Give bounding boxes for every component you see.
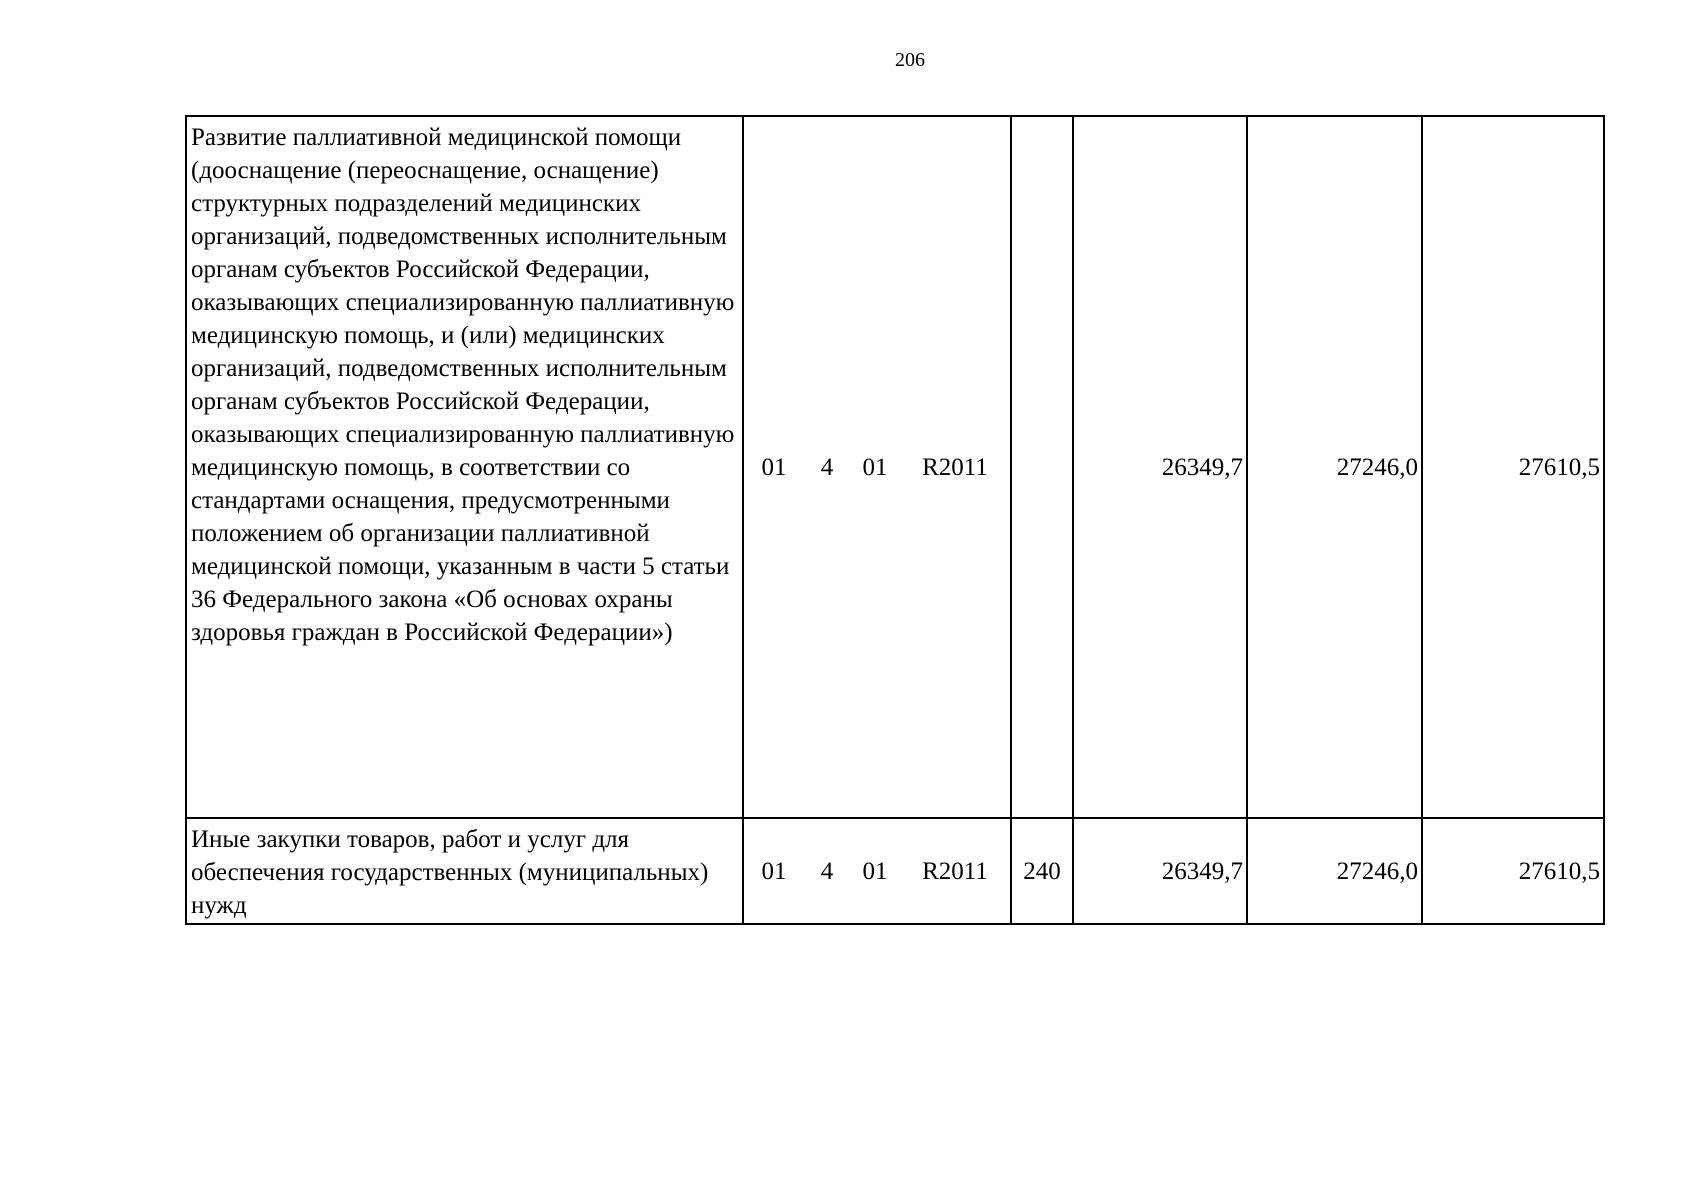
code-main-event: 01	[862, 453, 888, 481]
table-row	[186, 116, 1604, 818]
code-program: 01	[761, 857, 787, 885]
sum-year-2: 27246,0	[1247, 116, 1422, 818]
target-article-code	[743, 818, 1011, 924]
expense-type: 240	[1011, 818, 1073, 924]
row-description: Развитие паллиативной медицинской помощи (дооснащение (переоснащение, оснащение) структурных подразделений медицинских организаций, подведомственных исполнительным органам субъектов Российской Федерации, оказывающих специализированную паллиативную медицинскую помощь, и (или) медицинских организаций, подведомственных исполнительным органам субъектов Российской Федерации, оказывающих специализированную паллиативную медицинскую помощь, в соответствии со стандартами оснащения, предусмотренными положением об организации паллиативной медицинской помощи, указанным в части 5 статьи 36 Федерального закона «Об основах охраны здоровья граждан в Российской Федерации»)	[186, 116, 743, 818]
code-direction: R2011	[922, 453, 988, 481]
target-article-code	[743, 116, 1011, 818]
code-main-event: 01	[862, 857, 888, 885]
page-number: 206	[895, 49, 925, 71]
expense-type	[1011, 116, 1073, 818]
sum-year-3: 27610,5	[1422, 818, 1604, 924]
row-description: Иные закупки товаров, работ и услуг для обеспечения государственных (муниципальных) нужд	[186, 818, 743, 924]
sum-year-2: 27246,0	[1247, 818, 1422, 924]
sum-year-3: 27610,5	[1422, 116, 1604, 818]
code-program: 01	[761, 453, 787, 481]
code-direction: R2011	[922, 857, 988, 885]
budget-table	[185, 115, 1605, 925]
sum-year-1: 26349,7	[1073, 116, 1247, 818]
table-row	[186, 818, 1604, 924]
code-subprogram: 4	[820, 453, 834, 481]
code-subprogram: 4	[820, 857, 834, 885]
sum-year-1: 26349,7	[1073, 818, 1247, 924]
